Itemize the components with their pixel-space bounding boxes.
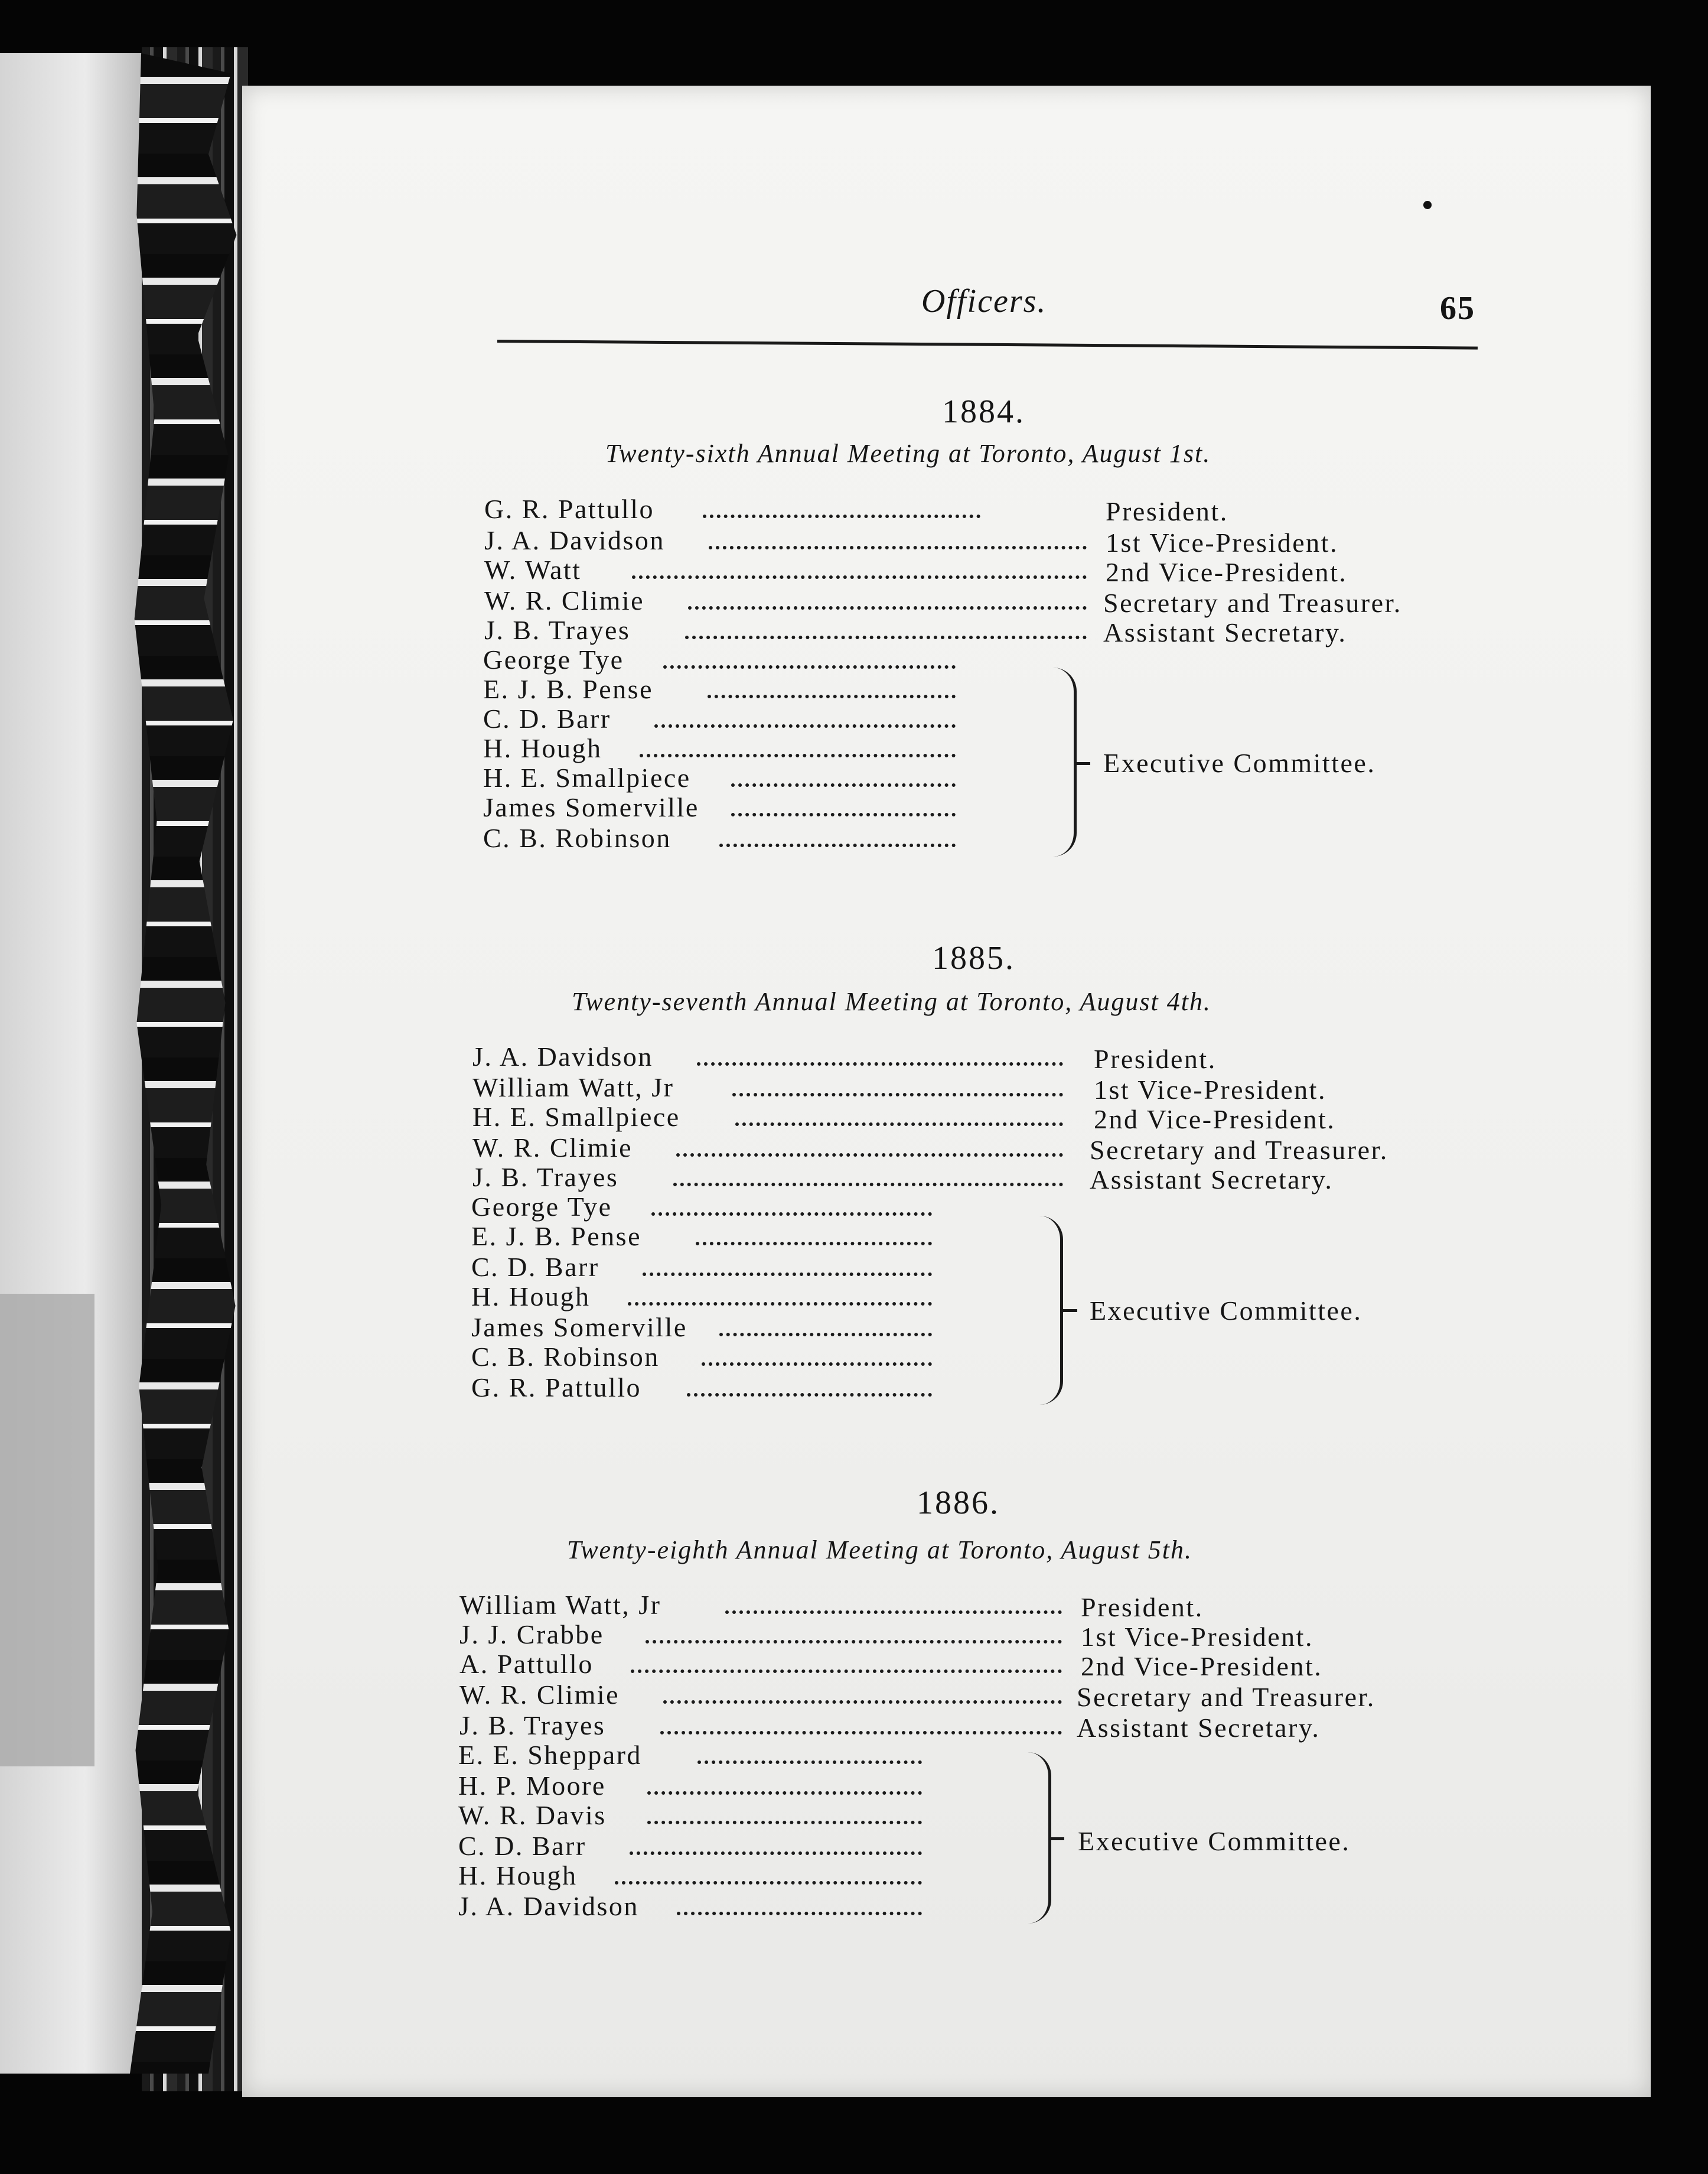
committee-member <box>471 1341 1062 1372</box>
dot-leader <box>708 691 956 698</box>
committee-name: George Tye <box>471 1192 612 1222</box>
dot-leader <box>628 1298 932 1306</box>
committee-member <box>471 1281 1062 1311</box>
page-number: 65 <box>1440 290 1475 327</box>
dot-leader <box>630 1848 922 1855</box>
running-head: Officers. <box>921 283 1047 320</box>
dot-leader <box>719 840 956 847</box>
dot-leader <box>702 1359 932 1366</box>
brace-point <box>1050 1837 1064 1840</box>
meeting-heading: Twenty-eighth Annual Meeting at Toronto, August 5th. <box>567 1535 1192 1564</box>
committee-name: C. D. Barr <box>471 1252 599 1282</box>
committee-member <box>483 733 1074 763</box>
officer-name: J. B. Trayes <box>459 1710 606 1740</box>
officer-name: J. A. Davidson <box>472 1042 653 1072</box>
officer-name: William Watt, Jr <box>459 1590 661 1620</box>
office-title: 2nd Vice-President. <box>1081 1651 1323 1681</box>
facing-page-edge <box>0 53 142 2074</box>
committee-member <box>458 1860 1049 1890</box>
committee-member <box>483 673 1074 704</box>
committee-member <box>483 703 1074 734</box>
office-title: 1st Vice-President. <box>1081 1622 1313 1652</box>
committee-name: C. B. Robinson <box>471 1342 660 1372</box>
dot-leader <box>731 809 956 816</box>
committee-name: H. E. Smallpiece <box>483 763 691 793</box>
dot-leader <box>732 1089 1063 1096</box>
committee-name: C. D. Barr <box>458 1831 586 1861</box>
officer-row <box>472 1161 1476 1195</box>
office-title: Assistant Secretary. <box>1103 617 1347 647</box>
office-title: Assistant Secretary. <box>1077 1713 1321 1743</box>
officer-name: W. R. Climie <box>472 1132 633 1163</box>
office-title: 2nd Vice-President. <box>1106 557 1348 587</box>
officer-name: W. R. Climie <box>459 1680 620 1710</box>
dot-leader <box>697 1059 1063 1066</box>
facing-page-stain <box>0 1294 94 1766</box>
office-title: Secretary and Treasurer. <box>1077 1682 1375 1712</box>
committee-name: George Tye <box>483 645 624 675</box>
dot-leader <box>631 1666 1062 1673</box>
officer-row <box>459 1710 1463 1743</box>
committee-name: H. Hough <box>483 733 602 763</box>
office-title: 1st Vice-President. <box>1106 528 1338 558</box>
committee-name: C. B. Robinson <box>483 823 672 853</box>
office-title: 2nd Vice-President. <box>1094 1104 1336 1134</box>
committee-member <box>458 1739 1049 1770</box>
dot-leader <box>654 721 956 728</box>
dot-leader <box>646 1636 1062 1643</box>
brace-point <box>1063 1309 1077 1312</box>
officer-row <box>484 614 1488 645</box>
dot-leader <box>663 1697 1062 1704</box>
officer-row <box>484 493 1488 524</box>
office-title: Assistant Secretary. <box>1090 1164 1334 1195</box>
officer-row <box>484 585 1488 616</box>
dot-leader <box>632 572 1087 579</box>
dot-leader <box>673 1179 1063 1186</box>
officer-name: A. Pattullo <box>459 1649 594 1679</box>
committee-brace <box>1025 1752 1051 1924</box>
committee-member <box>471 1251 1062 1282</box>
dot-leader <box>697 1757 922 1764</box>
committee-label: Executive Committee. <box>1078 1826 1351 1856</box>
committee-member <box>483 792 1074 822</box>
dot-leader <box>663 662 956 669</box>
officer-row <box>459 1589 1463 1620</box>
committee-member <box>471 1191 1062 1222</box>
officer-row <box>459 1648 1463 1679</box>
dot-leader <box>647 1817 922 1824</box>
officer-name: G. R. Pattullo <box>484 494 655 524</box>
committee-member <box>458 1890 1049 1921</box>
committee-member <box>483 762 1074 793</box>
committee-name: H. Hough <box>458 1860 578 1890</box>
office-title: Secretary and Treasurer. <box>1090 1135 1388 1165</box>
dot-leader <box>651 1209 932 1216</box>
office-title: President. <box>1094 1044 1217 1074</box>
committee-name: James Somerville <box>471 1312 687 1342</box>
dot-leader <box>688 603 1087 610</box>
officer-name: William Watt, Jr <box>472 1072 674 1102</box>
committee-name: E. E. Sheppard <box>458 1740 642 1770</box>
ink-speck <box>1423 201 1432 209</box>
officer-name: J. B. Trayes <box>484 615 631 645</box>
dot-leader <box>725 1607 1062 1614</box>
officer-row <box>472 1101 1476 1132</box>
officer-name: W. Watt <box>484 555 582 585</box>
committee-member <box>471 1372 1062 1402</box>
committee-member <box>458 1770 1049 1801</box>
officer-name: J. A. Davidson <box>484 525 665 555</box>
dot-leader <box>647 1788 922 1795</box>
officer-row <box>484 525 1488 558</box>
meeting-heading: Twenty-sixth Annual Meeting at Toronto, August 1st. <box>605 439 1211 468</box>
officer-row <box>472 1132 1476 1163</box>
committee-name: E. J. B. Pense <box>483 674 653 704</box>
dot-leader <box>703 511 980 518</box>
committee-label: Executive Committee. <box>1103 748 1376 778</box>
dot-leader <box>735 1119 1063 1126</box>
office-title: President. <box>1081 1592 1204 1622</box>
year-heading: 1884. <box>942 393 1025 430</box>
dot-leader <box>676 1150 1063 1157</box>
committee-member <box>483 822 1074 853</box>
committee-name: G. R. Pattullo <box>471 1372 642 1402</box>
officer-row <box>484 554 1488 585</box>
officer-row <box>472 1072 1476 1105</box>
office-title: President. <box>1106 496 1228 526</box>
committee-name: H. P. Moore <box>458 1771 606 1801</box>
officer-name: J. J. Crabbe <box>459 1619 604 1649</box>
dot-leader <box>615 1877 922 1885</box>
dot-leader <box>677 1908 922 1915</box>
committee-name: James Somerville <box>483 792 699 822</box>
committee-name: W. R. Davis <box>458 1800 607 1830</box>
officer-row <box>459 1679 1463 1710</box>
committee-member <box>483 644 1074 675</box>
committee-name: E. J. B. Pense <box>471 1221 641 1251</box>
dot-leader <box>696 1238 932 1245</box>
dot-leader <box>731 780 956 787</box>
officer-row <box>472 1041 1476 1072</box>
officer-name: H. E. Smallpiece <box>472 1102 680 1132</box>
office-title: Secretary and Treasurer. <box>1103 588 1402 618</box>
dot-leader <box>687 1389 932 1397</box>
committee-member <box>471 1221 1062 1251</box>
officer-row <box>459 1619 1463 1652</box>
dot-leader <box>685 632 1087 639</box>
committee-name: J. A. Davidson <box>458 1891 639 1921</box>
brace-point <box>1076 762 1090 765</box>
meeting-heading: Twenty-seventh Annual Meeting at Toronto, August 4th. <box>572 987 1211 1016</box>
officer-name: W. R. Climie <box>484 585 645 616</box>
dot-leader <box>719 1329 932 1336</box>
dot-leader <box>660 1727 1062 1734</box>
committee-member <box>458 1830 1049 1861</box>
committee-name: C. D. Barr <box>483 704 611 734</box>
dot-leader <box>709 542 1087 549</box>
year-heading: 1886. <box>917 1485 1000 1521</box>
committee-label: Executive Committee. <box>1090 1296 1363 1326</box>
dot-leader <box>643 1269 932 1276</box>
dot-leader <box>640 750 956 757</box>
office-title: 1st Vice-President. <box>1094 1075 1326 1105</box>
committee-member <box>458 1799 1049 1830</box>
committee-member <box>471 1311 1062 1342</box>
committee-brace <box>1050 668 1077 857</box>
officer-name: J. B. Trayes <box>472 1162 619 1192</box>
year-heading: 1885. <box>932 940 1015 977</box>
committee-name: H. Hough <box>471 1281 591 1311</box>
committee-brace <box>1036 1216 1063 1405</box>
